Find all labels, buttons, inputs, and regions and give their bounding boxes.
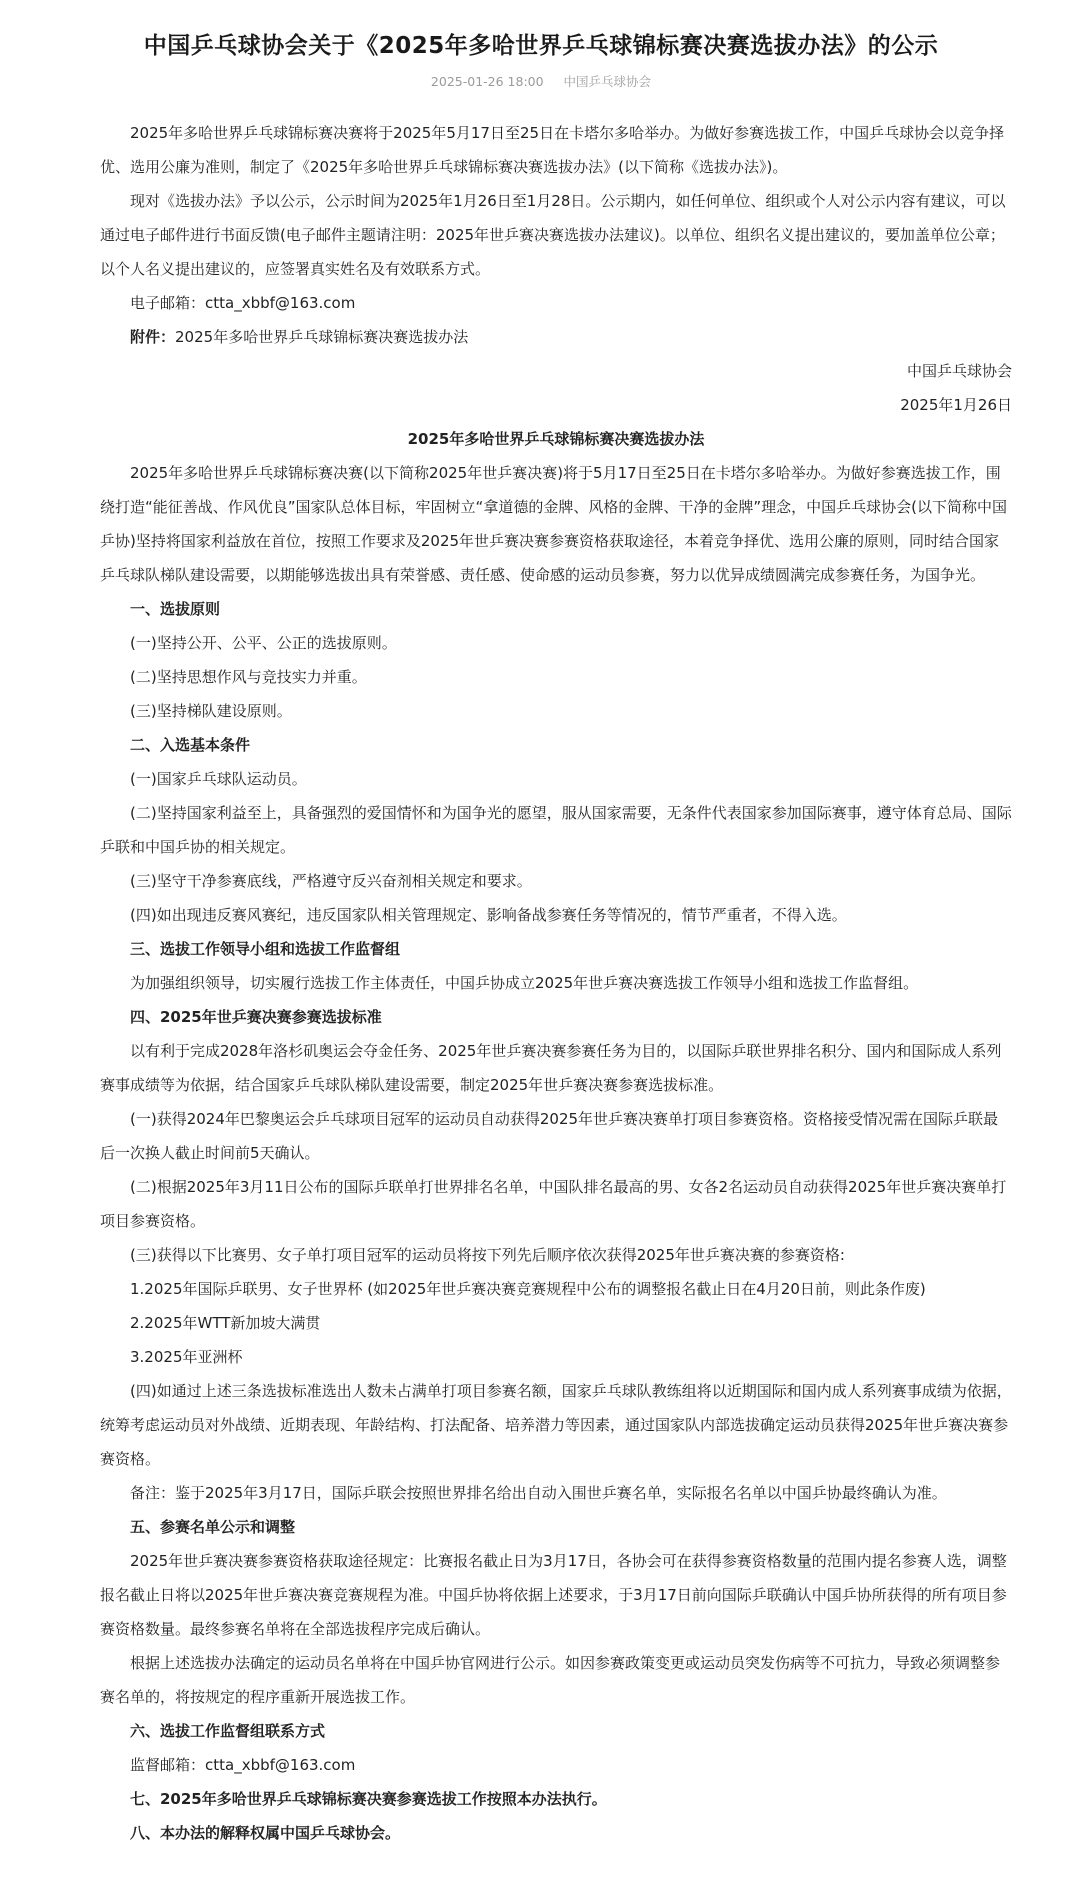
section-item: (四)如出现违反赛风赛纪，违反国家队相关管理规定、影响备战参赛任务等情况的，情节严重者，不得入选。	[130, 906, 847, 924]
section-heading-8: 八、本办法的解释权属中国乒乓球协会。	[130, 1824, 401, 1842]
section-item: 为加强组织领导，切实履行选拔工作主体责任，中国乒协成立2025年世乒赛决赛选拔工作领导小组和选拔工作监督组。	[130, 974, 919, 992]
section-item: (二)坚持国家利益至上，具备强烈的爱国情怀和为国争光的愿望，服从国家需要，无条件代表国家参加国际赛事，遵守体育总局、国际乒联和中国乒协的相关规定。	[100, 804, 1012, 856]
section-item: (二)根据2025年3月11日公布的国际乒联单打世界排名名单，中国队排名最高的男、女各2名运动员自动获得2025年世乒赛决赛单打项目参赛资格。	[100, 1178, 1007, 1230]
notice-attachment	[100, 320, 1012, 354]
article-meta	[70, 72, 1012, 90]
publish-source[interactable]: 中国乒乓球协会	[563, 74, 652, 89]
section-item: (三)坚持梯队建设原则。	[130, 702, 292, 720]
attachment-link[interactable]: 2025年多哈世界乒乓球锦标赛决赛选拔办法	[175, 328, 469, 346]
section-item: 3.2025年亚洲杯	[130, 1348, 243, 1366]
section-heading-2: 二、入选基本条件	[130, 736, 251, 754]
notice-signature: 中国乒乓球协会	[906, 362, 1012, 380]
section-heading-7: 七、2025年多哈世界乒乓球锦标赛决赛参赛选拔工作按照本办法执行。	[130, 1790, 607, 1808]
section-item: 根据上述选拔办法确定的运动员名单将在中国乒协官网进行公示。如因参赛政策变更或运动员突发伤病等不可抗力，导致必须调整参赛名单的，将按规定的程序重新开展选拔工作。	[100, 1654, 1001, 1706]
notice-paragraph-1: 2025年多哈世界乒乓球锦标赛决赛将于2025年5月17日至25日在卡塔尔多哈举办。为做好参赛选拔工作，中国乒乓球协会以竞争择优、选用公廉为准则，制定了《2025年多哈世界乒乓球锦标赛决赛选拔办法》(以下简称《选拔办法》)。	[100, 124, 1005, 176]
section-item: (一)坚持公开、公平、公正的选拔原则。	[130, 634, 397, 652]
publish-date: 2025-01-26 18:00	[430, 74, 544, 89]
section-item: 2.2025年WTT新加坡大满贯	[130, 1314, 321, 1332]
notice-paragraph-2: 现对《选拔办法》予以公示，公示时间为2025年1月26日至1月28日。公示期内，如任何单位、组织或个人对公示内容有建议，可以通过电子邮件进行书面反馈(电子邮件主题请注明：2025年世乒赛决赛选拔办法建议)。以单位、组织名义提出建议的，要加盖单位公章；以个人名义提出建议的，应签署真实姓名及有效联系方式。	[100, 192, 1006, 278]
section-heading-5: 五、参赛名单公示和调整	[130, 1518, 296, 1536]
section-item: (三)获得以下比赛男、女子单打项目冠军的运动员将按下列先后顺序依次获得2025年世乒赛决赛的参赛资格:	[130, 1246, 845, 1264]
section-item: 1.2025年国际乒联男、女子世界杯 (如2025年世乒赛决赛竞赛规程中公布的调整报名截止日在4月20日前，则此条作废)	[130, 1280, 926, 1298]
page-title: 中国乒乓球协会关于《2025年多哈世界乒乓球锦标赛决赛选拔办法》的公示	[143, 33, 939, 59]
document-title: 2025年多哈世界乒乓球锦标赛决赛选拔办法	[407, 430, 705, 448]
section-item: (一)获得2024年巴黎奥运会乒乓球项目冠军的运动员自动获得2025年世乒赛决赛单打项目参赛资格。资格接受情况需在国际乒联最后一次换人截止时间前5天确认。	[100, 1110, 999, 1162]
section-item: 以有利于完成2028年洛杉矶奥运会夺金任务、2025年世乒赛决赛参赛任务为目的，以国际乒联世界排名积分、国内和国际成人系列赛事成绩等为依据，结合国家乒乓球队梯队建设需要，制定2025年世乒赛决赛参赛选拔标准。	[100, 1042, 1002, 1094]
section-item: (一)国家乒乓球队运动员。	[130, 770, 307, 788]
attachment-label: 附件：	[130, 328, 176, 346]
section-item: 2025年世乒赛决赛参赛资格获取途径规定：比赛报名截止日为3月17日，各协会可在获得参赛资格数量的范围内提名参赛人选，调整报名截止日将以2025年世乒赛决赛竞赛规程为准。中国乒协将依据上述要求，于3月17日前向国际乒联确认中国乒协所获得的所有项目参赛资格数量。最终参赛名单将在全部选拔程序完成后确认。	[100, 1552, 1007, 1638]
notice-email: 电子邮箱：ctta_xbbf@163.com	[130, 294, 356, 312]
notice-sign-date: 2025年1月26日	[900, 396, 1012, 414]
section-heading-3: 三、选拔工作领导小组和选拔工作监督组	[130, 940, 401, 958]
section-heading-4: 四、2025年世乒赛决赛参赛选拔标准	[130, 1008, 382, 1026]
section-item: (二)坚持思想作风与竞技实力并重。	[130, 668, 367, 686]
section-heading-6: 六、选拔工作监督组联系方式	[130, 1722, 326, 1740]
section-note: 备注：鉴于2025年3月17日，国际乒联会按照世界排名给出自动入围世乒赛名单，实际报名名单以中国乒协最终确认为准。	[130, 1484, 947, 1502]
section-heading-1: 一、选拔原则	[130, 600, 221, 618]
section-item: (三)坚守干净参赛底线，严格遵守反兴奋剂相关规定和要求。	[130, 872, 532, 890]
section-item: (四)如通过上述三条选拔标准选出人数未占满单打项目参赛名额，国家乒乓球队教练组将以近期国际和国内成人系列赛事成绩为依据，统筹考虑运动员对外战绩、近期表现、年龄结构、打法配备、培养潜力等因素，通过国家队内部选拔确定运动员获得2025年世乒赛决赛参赛资格。	[100, 1382, 1012, 1468]
document-intro: 2025年多哈世界乒乓球锦标赛决赛(以下简称2025年世乒赛决赛)将于5月17日至25日在卡塔尔多哈举办。为做好参赛选拔工作，围绕打造“能征善战、作风优良”国家队总体目标，牢固树立“拿道德的金牌、风格的金牌、干净的金牌”理念，中国乒乓球协会(以下简称中国乒协)坚持将国家利益放在首位，按照工作要求及2025年世乒赛决赛参赛资格获取途径，本着竞争择优、选用公廉的原则，同时结合国家乒乓球队梯队建设需要，以期能够选拔出具有荣誉感、责任感、使命感的运动员参赛，努力以优异成绩圆满完成参赛任务，为国争光。	[100, 464, 1007, 584]
supervision-email: 监督邮箱：ctta_xbbf@163.com	[130, 1756, 356, 1774]
